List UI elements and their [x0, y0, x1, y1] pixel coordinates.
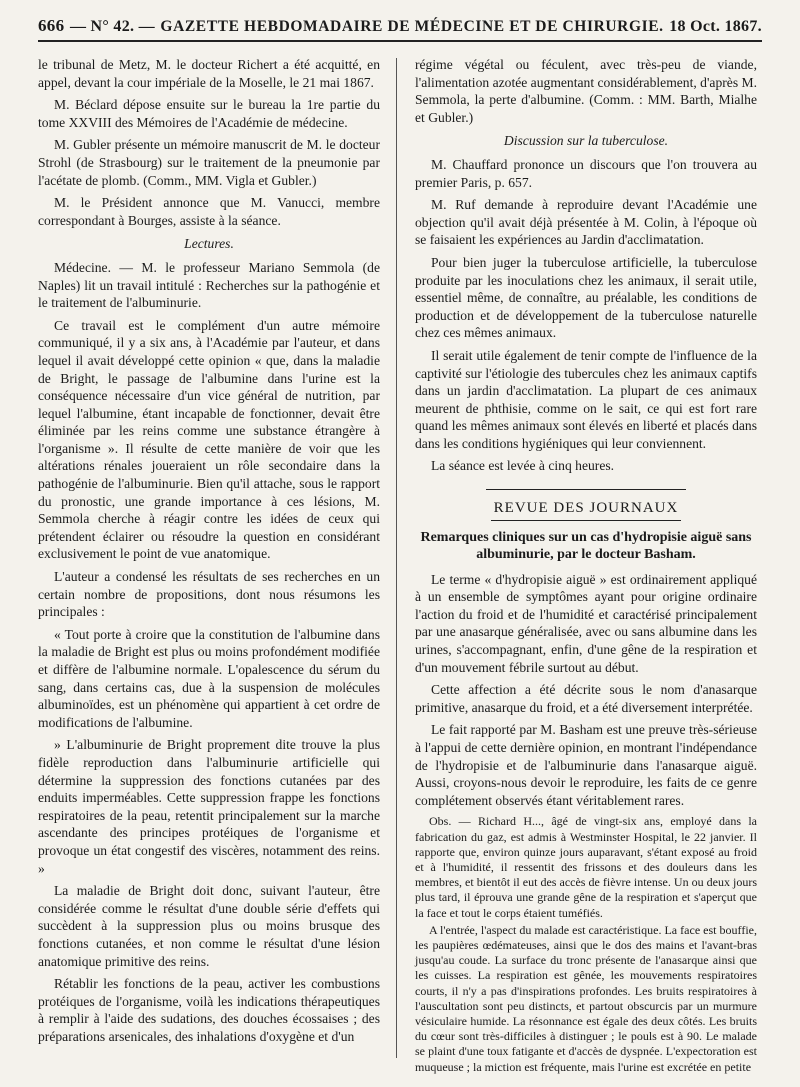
paragraph: le tribunal de Metz, M. le docteur Richert a été acquitté, en appel, devant la cour impériale de la Moselle, le 21 mai 1867.	[38, 57, 380, 90]
right-column	[415, 56, 757, 1074]
section-heading-revue: REVUE DES JOURNAUX	[491, 500, 681, 521]
observation-paragraph: Obs. — Richard H..., âgé de vingt-six ans, employé dans la fabrication du gaz, est admis à Westminster Hospital, le 22 janvier. Il rapporte que, environ quinze jours auparavant, s'étant exposé au froid et à l'humidité, il ressentit des frissons et des douleurs dans les membres, et bientôt il eut des accès de fièvre intense. Un ou deux jours plus tard, il éprouva une grande gêne de la respiration et s'aperçut que la face et tout le corps étaient tuméfiés.	[415, 814, 757, 920]
paragraph: Rétablir les fonctions de la peau, activer les combustions protéiques de l'organisme, voilà les indications thérapeutiques à remplir à l'aide des sudations, des douches écossaises ; des préparations arsenicales, des inhalations d'oxygène et d'un	[38, 976, 380, 1044]
observation-paragraph: A l'entrée, l'aspect du malade est caractéristique. La face est bouffie, les paupières œdémateuses, ainsi que le dos des mains et l'avant-bras jusqu'au coude. La surface du tronc présente de l'anasarque ainsi que les cuisses. La respiration est gênée, les mouvements respiratoires courts, il n'y a pas d'inspirations profondes. Les bruits respiratoires à l'auscultation sont peu distincts, et partout obscurcis par un murmure vésiculaire humide. La résonnance est égale des deux côtés. Les bruits du cœur sont très-difficiles à distinguer ; le pouls est à 90. Le malade se plaint d'une toux fatigante et d'accès de dyspnée. L'expectoration est muqueuse ; la miction est fréquente, mais l'urine est excrétée en petite	[415, 922, 757, 1074]
paragraph: M. Gubler présente un mémoire manuscrit de M. le docteur Strohl (de Strasbourg) sur le traitement de la pneumonie par l'acétate de plomb. (Comm., MM. Vigla et Gubler.)	[38, 137, 380, 188]
left-column	[38, 56, 380, 1066]
paragraph: M. Béclard dépose ensuite sur le bureau la 1re partie du tome XXVIII des Mémoires de l'Académie de médecine.	[38, 97, 380, 130]
observation-block	[415, 814, 757, 1074]
paragraph: M. Chauffard prononce un discours que l'on trouvera au premier Paris, p. 657.	[415, 156, 757, 190]
paragraph: » L'albuminurie de Bright proprement dite trouve la plus fidèle reproduction dans l'albuminurie artificielle qui détermine la suppression des fonctions cutanées par des enduits imperméables. Cette suppression frappe les fonctions respiratoires de la peau, retentit principalement sur la marche ascendante des principes protéiques de l'organisme et provoque un état congestif des viscères, notamment des reins. »	[38, 737, 380, 876]
paragraph: Cette affection a été décrite sous le nom d'anasarque primitive, anasarque du froid, et a été diversement interprétée.	[415, 682, 757, 715]
issue-date: 18 Oct. 1867.	[669, 18, 762, 35]
running-header	[38, 6, 762, 42]
paragraph: Le fait rapporté par M. Basham est une preuve très-sérieuse à l'appui de cette dernière opinion, en montrant l'indépendance de l'hydropisie et de l'albuminurie dans l'anasarque aiguë. Aussi, croyons-nous devoir le reproduire, les faits de ce genre complétement observés étant véritablement rares.	[415, 722, 757, 808]
paragraph: L'auteur a condensé les résultats de ses recherches en un certain nombre de propositions, dont nous résumons les principales :	[38, 569, 380, 620]
paragraph: « Tout porte à croire que la constitution de l'albumine dans la maladie de Bright est plus ou moins profondément modifiée et diffère de l'albumine normale. L'opalescence du sérum du sang, dans certains cas, due à la suspension de molécules albuminoïdes, est un phénomène qui appartient à cet ordre de modifications de l'albumine.	[38, 626, 380, 730]
column-divider	[396, 58, 397, 1058]
paragraph: Ce travail est le complément d'un autre mémoire communiqué, il y a six ans, à l'Académie par l'auteur, et dans lequel il avait développé cette opinion « que, dans la maladie de Bright, le passage de l'albumine dans l'urine est la conséquence nécessaire d'un vice général de nutrition, par lequel l'albumine, étant incapable de fonctionner, devait être éliminée par les reins comme une substance étrangère à l'organisme ». Il résulte de cette manière de voir que les altérations rénales joueraient un rôle secondaire dans la pathogénie de l'albuminurie. Bien qu'il attache, sous le rapport du pronostic, une grande importance à ces lésions, M. Semmola cherche à réagir contre les idées de ceux qui prétendent éclairer ou résoudre la question en considérant exclusivement le point de vue anatomique.	[38, 317, 380, 562]
paragraph: M. Ruf demande à reproduire devant l'Académie une objection qu'il avait déjà présentée à M. Colin, à l'époque où se faisaient les expériences au Jardin d'acclimatation.	[415, 197, 757, 248]
paragraph: Médecine. — M. le professeur Mariano Semmola (de Naples) lit un travail intitulé : Recherches sur la pathogénie et le traitement de l'albuminurie.	[38, 259, 380, 311]
section-rule	[486, 489, 686, 490]
paragraph: Pour bien juger la tuberculose artificielle, la tuberculose produite par les inoculations chez les animaux, il serait utile, essentiel même, de connaître, au préalable, les conditions de production et de développement de la tuberculose naturelle chez ces mêmes animaux.	[415, 254, 757, 341]
paragraph: Le terme « d'hydropisie aiguë » est ordinairement appliqué à un ensemble de symptômes ayant pour origine ordinaire l'action du froid et de l'humidité et caractérisé principalement par une anasarque généralisée, avec ou sans albumine dans les urines, s'accompagnant, enfin, d'une gêne de la respiration et d'un mouvement fébrile surtout au début.	[415, 571, 757, 675]
article-title: Remarques cliniques sur un cas d'hydropisie aiguë sans albuminurie, par le docteur Basham.	[420, 529, 752, 562]
paragraph: Il serait utile également de tenir compte de l'influence de la captivité sur l'étiologie des tubercules chez les animaux captifs dans un jardin d'acclimatation. La plupart de ces animaux meurent de phthisie, comme on le sait, ce qui est fort rare quand les mêmes animaux sont élevés en liberté et placés dans dans les conditions hygiéniques qui leur conviennent.	[415, 347, 757, 451]
paragraph: M. le Président annonce que M. Vanucci, membre correspondant à Bourges, assiste à la séance.	[38, 195, 380, 228]
journal-title: GAZETTE HEBDOMADAIRE DE MÉDECINE ET DE CHIRURGIE.	[160, 18, 664, 35]
section-heading-lectures: Lectures.	[184, 236, 234, 252]
paragraph: La séance est levée à cinq heures.	[431, 458, 615, 474]
paragraph: La maladie de Bright doit donc, suivant l'auteur, être considérée comme le résultat d'une double série d'effets qui succèdent à la suppression plus ou moins brusque des fonctions cutanées, et non comme le résultat d'une lésion anatomique primitive des reins.	[38, 883, 380, 969]
page-number: 666	[38, 16, 65, 35]
section-heading-discussion: Discussion sur la tuberculose.	[503, 133, 669, 149]
issue-number: — N° 42. —	[69, 18, 155, 35]
paragraph: régime végétal ou féculent, avec très-peu de viande, l'alimentation azotée augmentant considérablement, d'après M. Semmola, la perte d'albumine. (Comm. : MM. Barth, Mialhe et Gubler.)	[415, 57, 757, 125]
